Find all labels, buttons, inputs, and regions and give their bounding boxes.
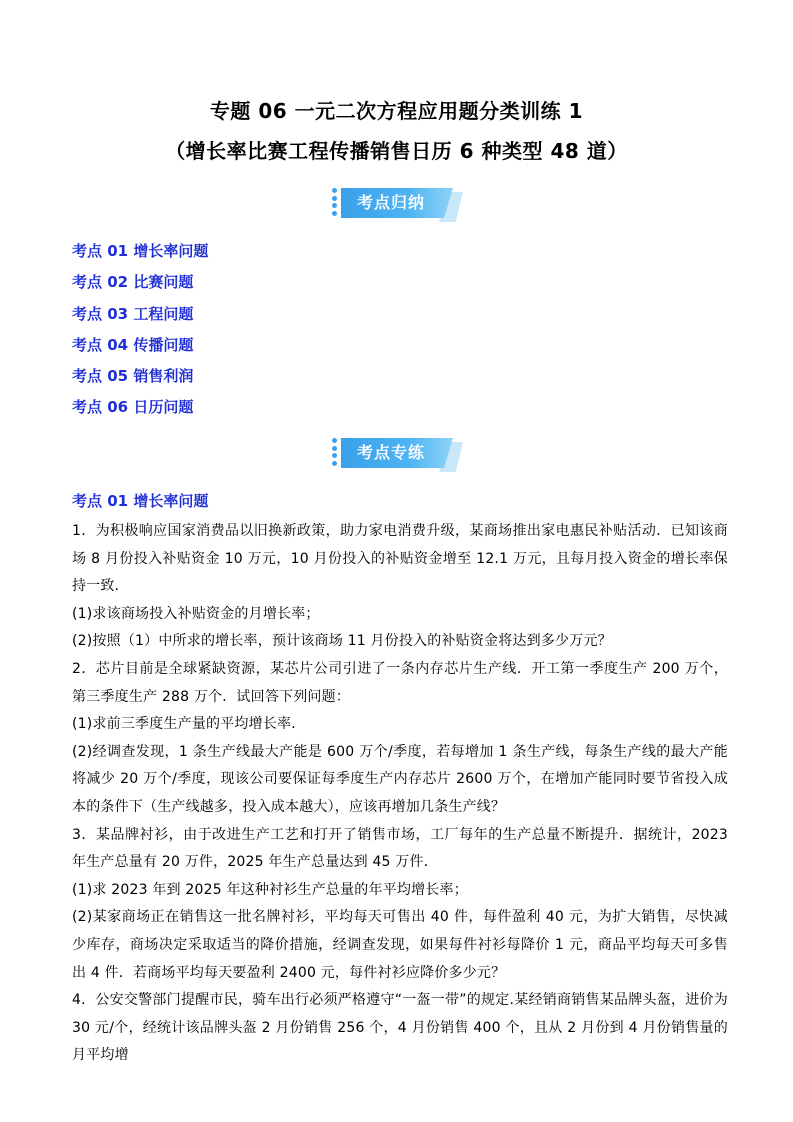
paragraph: (2)某家商场正在销售这一批名牌衬衫，平均每天可售出 40 件，每件盈利 40 元，为扩大销售，尽快减少库存，商场决定采取适当的降价措施，经调查发现，如果每件衬衫每降价 1 元，商品平均每天可多售出 4 件．若商场平均每天要盈利 2400 元，每件衬衫应降价多少元？ bbox=[72, 909, 728, 981]
banner-practice bbox=[329, 436, 465, 472]
banner-binding-dots-icon bbox=[330, 438, 340, 468]
banner-binding-dots-icon bbox=[330, 188, 340, 218]
topic-item[interactable]: 考点 06 日历问题 bbox=[72, 398, 194, 417]
banner-summary-label: 考点归纳 bbox=[356, 193, 425, 212]
section-heading: 考点 01 增长率问题 bbox=[72, 492, 209, 510]
paragraph: (2)经调查发现，1 条生产线最大产能是 600 万个/季度，若每增加 1 条生产线，每条生产线的最大产能将减少 20 万个/季度，现该公司要保证每季度生产内存芯片 2600 万个，在增加产能同时要节省投入成本的条件下（生产线越多，投入成本越大），应该再增加几条生产线？ bbox=[72, 743, 728, 815]
topic-item[interactable]: 考点 04 传播问题 bbox=[72, 335, 194, 354]
document-title: 专题 06 一元二次方程应用题分类训练 1 bbox=[209, 99, 584, 123]
paragraph: (1)求前三季度生产量的平均增长率． bbox=[72, 716, 306, 733]
paragraph: (1)求 2023 年到 2025 年这种衬衫生产总量的年平均增长率； bbox=[72, 881, 468, 898]
paragraph: 1．为积极响应国家消费品以旧换新政策，助力家电消费升级，某商场推出家电惠民补贴活动．已知该商场 8 月份投入补贴资金 10 万元，10 月份投入的补贴资金增至 12.1 万元，且每月投入资金的增长率保持一致． bbox=[72, 523, 728, 595]
banner-summary bbox=[329, 186, 465, 222]
topic-item[interactable]: 考点 01 增长率问题 bbox=[72, 242, 209, 260]
paragraph: (1)求该商场投入补贴资金的月增长率； bbox=[72, 605, 320, 622]
topic-item[interactable]: 考点 05 销售利润 bbox=[72, 367, 194, 386]
problem-text bbox=[72, 518, 728, 1070]
banner-practice-label: 考点专练 bbox=[356, 443, 425, 462]
topic-item[interactable]: 考点 02 比赛问题 bbox=[72, 273, 194, 292]
paragraph: 2．芯片目前是全球紧缺资源，某芯片公司引进了一条内存芯片生产线．开工第一季度生产 200 万个，第三季度生产 288 万个．试回答下列问题： bbox=[72, 660, 728, 705]
topic-item[interactable]: 考点 03 工程问题 bbox=[72, 304, 194, 323]
paragraph: (2)按照（1）中所求的增长率，预计该商场 11 月份投入的补贴资金将达到多少万元？ bbox=[72, 633, 612, 650]
document-subtitle: （增长率比赛工程传播销售日历 6 种类型 48 道） bbox=[165, 139, 628, 163]
topic-list bbox=[72, 240, 208, 428]
paragraph: 4．公安交警部门提醒市民，骑车出行必须严格遵守“一盔一带”的规定.某经销商销售某品牌头盔，进价为 30 元/个，经统计该品牌头盔 2 月份销售 256 个，4 月份销售 400 个，且从 2 月份到 4 月份销售量的月平均增 bbox=[72, 992, 728, 1064]
paragraph: 3．某品牌衬衫，由于改进生产工艺和打开了销售市场，工厂每年的生产总量不断提升．据统计，2023 年生产总量有 20 万件，2025 年生产总量达到 45 万件． bbox=[72, 826, 728, 871]
